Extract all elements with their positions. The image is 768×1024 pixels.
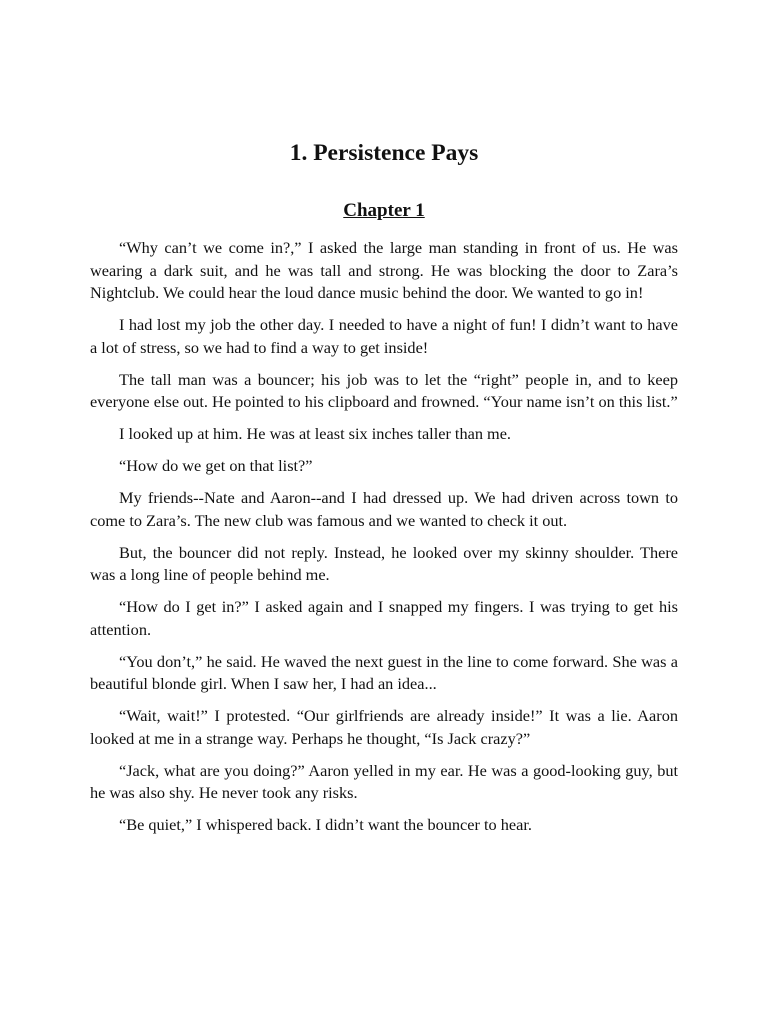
paragraph: “Be quiet,” I whispered back. I didn’t want the bouncer to hear.	[119, 815, 532, 834]
paragraph: My friends--Nate and Aaron--and I had dressed up. We had driven across town to come to Zara’s. The new club was famous and we wanted to check it out.	[90, 488, 678, 530]
paragraph: I had lost my job the other day. I needed to have a night of fun! I didn’t want to have a lot of stress, so we had to find a way to get inside!	[90, 315, 678, 357]
paragraph: “Why can’t we come in?,” I asked the large man standing in front of us. He was wearing a dark suit, and he was tall and strong. He was blocking the door to Zara’s Nightclub. We could hear the loud dance music behind the door. We wanted to go in!	[90, 238, 678, 302]
paragraph: “How do we get on that list?”	[119, 456, 313, 475]
paragraph: “Jack, what are you doing?” Aaron yelled in my ear. He was a good-looking guy, but he was also shy. He never took any risks.	[90, 760, 678, 802]
paragraph: “How do I get in?” I asked again and I snapped my fingers. I was trying to get his attention.	[90, 597, 678, 639]
book-title: 1. Persistence Pays	[289, 140, 479, 166]
chapter-heading: Chapter 1	[343, 200, 425, 221]
document-page	[90, 0, 678, 846]
paragraph: But, the bouncer did not reply. Instead, he looked over my skinny shoulder. There was a long line of people behind me.	[90, 542, 678, 584]
chapter-body	[90, 237, 678, 837]
paragraph: The tall man was a bouncer; his job was to let the “right” people in, and to keep everyone else out. He pointed to his clipboard and frowned. “Your name isn’t on this list.”	[90, 369, 678, 411]
paragraph: I looked up at him. He was at least six inches taller than me.	[119, 424, 511, 443]
paragraph: “You don’t,” he said. He waved the next guest in the line to come forward. She was a beautiful blonde girl. When I saw her, I had an idea...	[90, 651, 678, 693]
paragraph: “Wait, wait!” I protested. “Our girlfriends are already inside!” It was a lie. Aaron looked at me in a strange way. Perhaps he thought, “Is Jack crazy?”	[90, 706, 678, 748]
